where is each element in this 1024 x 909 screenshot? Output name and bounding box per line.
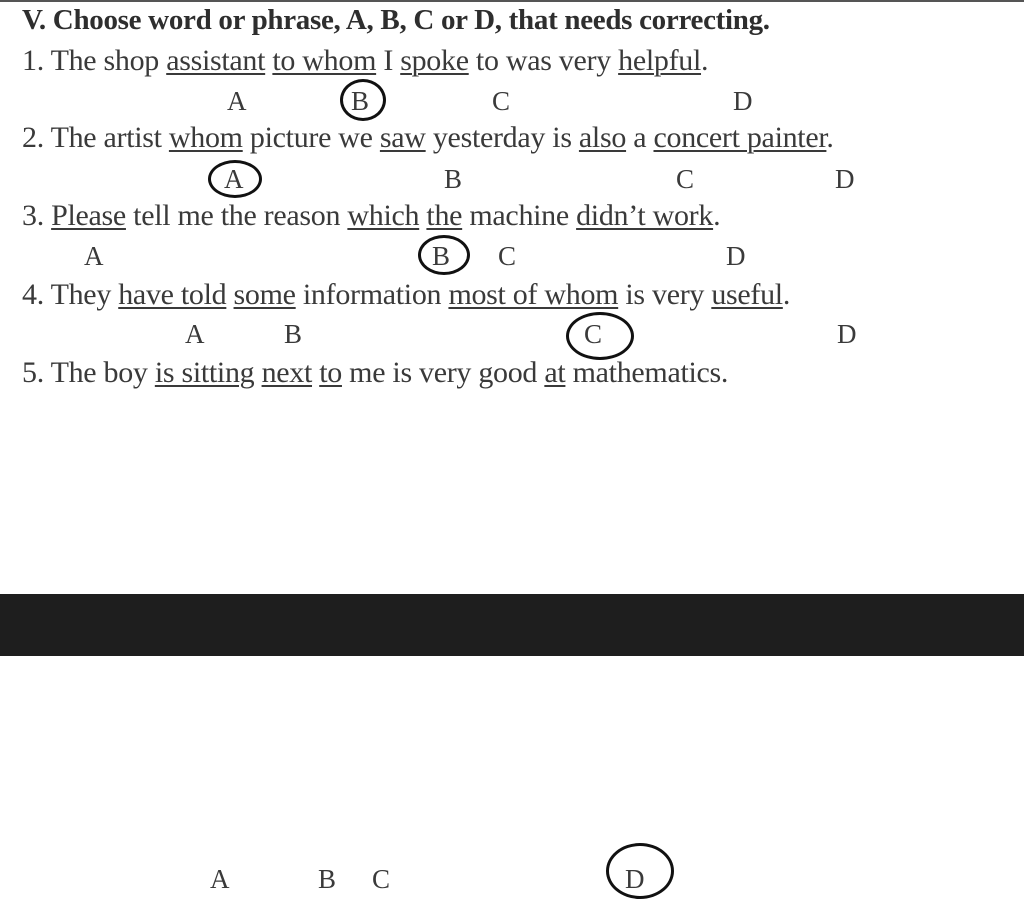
question-text: me is very good [341,356,545,389]
answer-circle-q3 [418,235,470,275]
option-d-label: D [835,164,855,194]
option-a-phrase: is sitting [154,356,255,389]
option-d-label: D [733,86,753,116]
question-text: a [626,121,654,154]
question-text: information [295,278,449,311]
exercise-heading: V. Choose word or phrase, A, B, C or D, that needs correcting. [22,4,770,36]
question-text [226,278,233,311]
question-text: The boy [50,356,155,389]
option-a-phrase: Please [51,199,126,232]
question-text: The artist [50,121,169,154]
option-c-phrase: the [426,199,463,232]
option-b-label: B [444,164,463,194]
question-number: 5. [22,356,44,389]
question-5 [22,356,728,390]
option-a-phrase: assistant [166,44,266,77]
option-c-label: C [372,864,391,894]
option-a-label: A [224,164,244,194]
question-3 [22,199,720,233]
option-c-label: C [492,86,511,116]
question-text: machine [462,199,577,232]
option-c-phrase: to [319,356,342,389]
option-b-phrase: some [233,278,296,311]
answer-circle-q4 [566,312,634,360]
question-2 [22,121,834,155]
black-overlay-band [0,594,1024,656]
option-a-label: A [185,319,205,349]
option-b-label: B [432,241,451,271]
option-d-phrase: concert painter [653,121,827,154]
option-d-phrase: useful [711,278,783,311]
question-text: mathematics. [565,356,729,389]
question-number: 2. [22,121,44,154]
question-text [254,356,261,389]
option-a-phrase: whom [168,121,243,154]
option-b-label: B [318,864,337,894]
answer-circle-q1 [340,79,386,121]
answer-circle-q5 [606,843,674,899]
option-b-phrase: saw [379,121,426,154]
option-c-label: C [498,241,517,271]
option-b-phrase: to whom [272,44,377,77]
question-text: They [50,278,119,311]
top-border-line [0,0,1024,2]
question-text: . [826,121,834,154]
option-c-phrase: spoke [400,44,469,77]
question-number: 3. [22,199,44,232]
option-a-label: A [84,241,104,271]
question-1 [22,44,708,78]
option-b-phrase: which [347,199,420,232]
question-number: 4. [22,278,44,311]
option-a-phrase: have told [118,278,227,311]
option-b-label: B [284,319,303,349]
option-c-label: C [584,319,603,349]
question-text: . [713,199,721,232]
question-text: to was very [468,44,619,77]
question-text: . [701,44,709,77]
question-text: is very [618,278,712,311]
question-text: yesterday is [425,121,579,154]
question-number: 1. [22,44,44,77]
option-c-phrase: also [578,121,627,154]
question-text: picture we [242,121,380,154]
option-d-label: D [837,319,857,349]
option-d-label: D [625,864,645,894]
option-d-phrase: at [544,356,566,389]
option-d-label: D [726,241,746,271]
option-b-phrase: next [261,356,313,389]
question-text: . [782,278,791,311]
option-a-label: A [210,864,230,894]
option-c-label: C [676,164,695,194]
question-text: tell me the reason [125,199,348,232]
option-d-phrase: helpful [618,44,702,77]
option-a-label: A [227,86,247,116]
question-4 [22,278,790,312]
option-b-label: B [351,86,370,116]
question-text: I [376,44,401,77]
answer-circle-q2 [208,160,262,198]
question-text: The shop [50,44,167,77]
option-d-phrase: didn’t work [576,199,714,232]
option-c-phrase: most of whom [448,278,619,311]
